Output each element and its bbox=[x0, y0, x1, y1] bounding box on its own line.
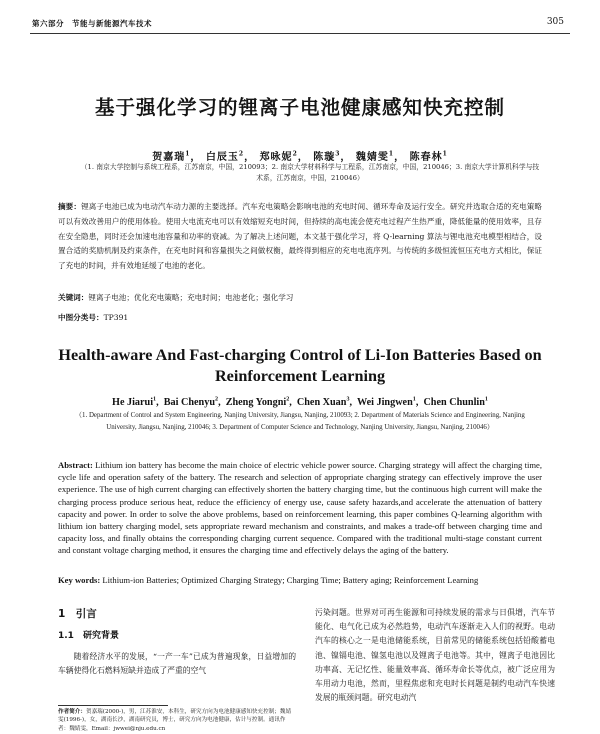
cn-author: 贺嘉瑞$^1$ bbox=[152, 150, 191, 163]
cn-author: 陈璇$^3$ bbox=[313, 150, 341, 163]
en-author: Bai Chenyu$^2$ bbox=[163, 396, 219, 408]
chinese-abstract-label: 摘要： bbox=[58, 202, 82, 211]
english-authors: He Jiarui$^1$, Bai Chenyu$^2$, Zheng Yongni$^2$, Chen Xuan$^3$, Wei Jingwen$^1$, Chen Chunlin$^1$ bbox=[112, 396, 488, 408]
clc-label: 中图分类号： bbox=[58, 313, 104, 322]
page-number: 305 bbox=[546, 17, 564, 27]
cn-author: 白辰玉$^2$ bbox=[205, 150, 245, 163]
chinese-affiliation: （1. 南京大学控制与系统工程系，江苏南京，中国，210093；2. 南京大学材料科学与工程系，江苏南京，中国，210046；3. 南京大学计算机科学与技术系，江苏南京，中国，210046） bbox=[80, 163, 540, 182]
clc-number bbox=[58, 312, 542, 323]
english-abstract-text: Lithium ion battery has become the main choice of electric vehicle power source. Charging strategy will affect the charging time, cycle life and operation safety of the battery. The research and selection of appropriate charging strategy can effectively improve the user experience. The use of high current charging can effectively shorten the battery charging time, but the continuous high current will make the charging process produce serious heat, reduce the efficiency of energy use, cause safety hazards,and accelerate the attenuation of battery capacity and power. In order to solve the above problems, based on reinforcement learning, this paper combines Q-learning algorithm with lithium ion battery charging model, sets appropriate reward mechanism and constraints, and makes a trade-off between charging time and capacity loss, and finally obtains the corresponding charging current sequence. Compared with the traditional multi-stage constant current and constant voltage charging method, it ensures the charging time and effectively delays the aging of the battery. bbox=[58, 460, 542, 556]
chinese-authors: 贺嘉瑞$^1$， 白辰玉$^2$， 郑咏妮$^2$， 陈璇$^3$， 魏婧雯$^1$， 陈春林$^1$ bbox=[152, 150, 448, 163]
en-author: Zheng Yongni$^2$ bbox=[225, 396, 290, 408]
chinese-title: 基于强化学习的锂离子电池健康感知快充控制 bbox=[94, 96, 505, 119]
english-affiliation: （1. Department of Control and System Engineering, Nanjing University, Jiangsu, Nanjing, 210093; 2. Department of Materials Science and Engineering, Nanjing University, Jiangsu, Nanjing, 210046; 3. Department of Computer Science and Technology, Nanjing University, Jiangsu, Nanjing, 210046） bbox=[75, 412, 525, 431]
footnote-text: 贺嘉瑞(2000-)，男，江苏淮安，本科生，研究方向为电池健康感知快充控制；魏婧雯(1996-)，女，湖南长沙，湖南研究员，博士，研究方向为电池健康，估计与控制。通讯作者：魏婧雯，Email：jwwei@nju.edu.cn bbox=[58, 709, 292, 732]
header-rule bbox=[30, 33, 570, 34]
chinese-abstract-text: 锂离子电池已成为电动汽车动力源的主要选择。汽车充电策略会影响电池的充电时间、循环寿命及运行安全。研究并选取合适的充电策略可以有效改善用户的使用体验。使用大电流充电可以有效缩短充电时间，但持续的高电流会使充电过程产生热严重，降低能量的使用效率，且存在安全隐患，同时还会加速电池容量和功率的衰减。为了解决上述问题，本文基于强化学习，将 Q-learning 算法与锂电池充电模型相结合，设置合适的奖励机制及约束条件，在充电时间和容量损失之间做权衡，最终得到相应的充电电流序列。与传统的多级恒流恒压充电方式相比，保证了充电的时间，并有效地延缓了电池的老化。 bbox=[58, 202, 543, 271]
english-keywords-text: Lithium-ion Batteries; Optimized Charging Strategy; Charging Time; Battery aging; Reinforcement Learning bbox=[102, 575, 479, 585]
english-abstract-label: Abstract: bbox=[58, 460, 93, 470]
en-author: He Jiarui$^1$ bbox=[112, 396, 157, 408]
footnote-label: 作者简介： bbox=[58, 709, 86, 715]
body-right-column bbox=[315, 606, 555, 705]
chinese-keywords-label: 关键词： bbox=[58, 293, 89, 302]
en-author: Wei Jingwen$^1$ bbox=[356, 396, 416, 408]
chinese-keywords-text: 锂离子电池；优化充电策略；充电时间；电池老化；强化学习 bbox=[88, 293, 294, 302]
english-keywords bbox=[58, 575, 550, 585]
cn-author: 魏婧雯$^1$ bbox=[355, 150, 395, 163]
section-heading: 1 引言 bbox=[58, 608, 97, 620]
running-header bbox=[32, 18, 564, 34]
subsection-heading: 1.1 研究背景 bbox=[58, 631, 119, 641]
body-paragraph: 污染问题。世界对可再生能源和可持续发展的需求与日俱增，汽车节能化、电气化已成为必然趋势，电动汽车逐渐走入人们的视野。电动汽车的核心之一是电池储能系统，目前常见的储能系统包括铅酸蓄电池、镍镉电池、镍氢电池以及锂离子电池等。其中，锂离子电池因比功率高、无记忆性、能量效率高、循环寿命长等优点，被广泛应用为车用动力电池，然而，里程焦虑和充电时长问题是制约电动汽车快速发展的瓶颈问题。研究电动汽 bbox=[315, 608, 555, 703]
english-abstract bbox=[58, 459, 542, 557]
footnote-rule bbox=[58, 705, 168, 706]
english-title: Health-aware And Fast-charging Control of Li-Ion Batteries Based on Reinforcement Learning bbox=[58, 346, 542, 385]
en-author: Chen Xuan$^3$ bbox=[296, 396, 350, 408]
clc-value: TP391 bbox=[103, 313, 129, 322]
chinese-keywords bbox=[58, 292, 542, 303]
running-header-section: 第六部分 节能与新能源汽车技术 bbox=[32, 19, 152, 28]
chinese-abstract bbox=[58, 200, 542, 274]
english-keywords-label: Key words: bbox=[58, 575, 101, 585]
cn-author: 陈春林$^1$ bbox=[409, 150, 448, 163]
cn-author: 郑咏妮$^2$ bbox=[259, 150, 298, 163]
author-footnote bbox=[58, 708, 296, 733]
body-left-column bbox=[58, 606, 296, 678]
body-paragraph: 随着经济水平的发展，“一产一车”已成为普遍现象，日益增加的车辆使得化石燃料短缺并造成了严重的空气 bbox=[58, 652, 296, 676]
en-author: Chen Chunlin$^1$ bbox=[423, 396, 488, 408]
